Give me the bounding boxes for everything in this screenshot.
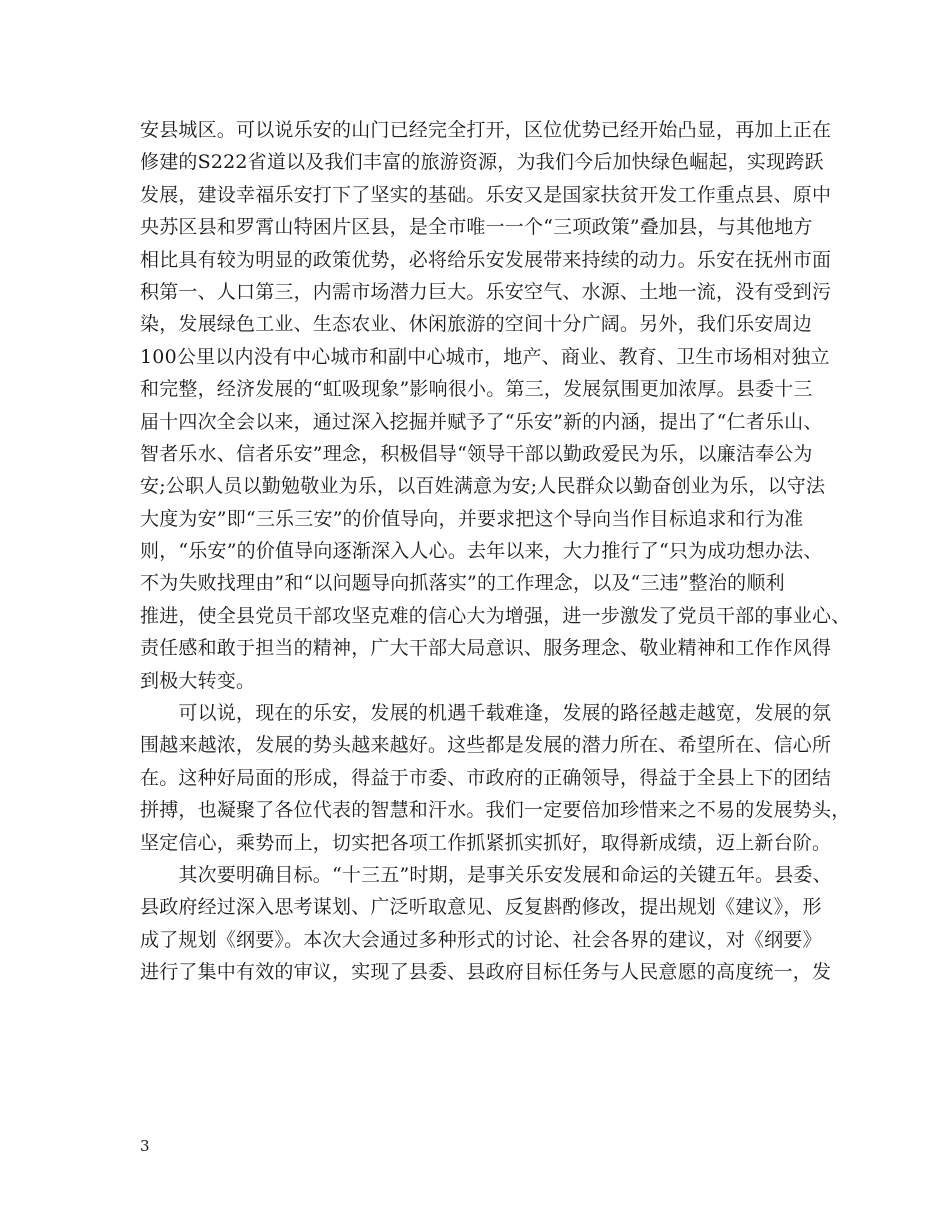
text-line: 大度为安”即“三乐三安”的价值导向，并要求把这个导向当作目标追求和行为准	[140, 507, 804, 530]
text-line: 安;公职人员以勤勉敬业为乐，以百姓满意为安;人民群众以勤奋创业为乐，以守法	[140, 475, 826, 498]
text-line: 则，“乐安”的价值导向逐渐深入人心。去年以来，大力推行了“只为成功想办法、	[140, 540, 823, 563]
text-line: 和完整，经济发展的“虹吸现象”影响很小。第三，发展氛围更加浓厚。县委十三	[140, 378, 813, 401]
text-line: 100公里以内没有中心城市和副中心城市，地产、商业、教育、卫生市场相对独立	[140, 345, 830, 368]
text-line: 安县城区。可以说乐安的山门已经完全打开，区位优势已经开始凸显，再加上正在	[140, 119, 832, 141]
text-line: 围越来越浓，发展的势头越来越好。这些都是发展的潜力所在、希望所在、信心所	[140, 734, 832, 757]
text-line: 染，发展绿色工业、生态农业、休闲旅游的空间十分广阔。另外，我们乐安周边	[140, 313, 813, 336]
text-line: 在。这种好局面的形成，得益于市委、市政府的正确领导，得益于全县上下的团结	[140, 766, 832, 789]
text-line: 修建的S222省道以及我们丰富的旅游资源，为我们今后加快绿色崛起，实现跨跃	[140, 151, 824, 174]
text-line: 智者乐水、信者乐安”理念，积极倡导“领导干部以勤政爱民为乐，以廉洁奉公为	[140, 442, 813, 465]
text-line: 积第一、人口第三，内需市场潜力巨大。乐安空气、水源、土地一流，没有受到污	[140, 280, 832, 303]
text-line: 县政府经过深入思考谋划、广泛听取意见、反复斟酌修改，提出规划《建议》，形	[140, 896, 822, 919]
text-line: 发展，建设幸福乐安打下了坚实的基础。乐安又是国家扶贫开发工作重点县、原中	[140, 183, 832, 206]
text-line: 坚定信心，乘势而上，切实把各项工作抓紧抓实抓好，取得新成绩，迈上新台阶。	[140, 831, 832, 854]
text-line: 成了规划《纲要》。本次大会通过多种形式的讨论、社会各界的建议，对《纲要》	[140, 928, 822, 951]
text-line: 相比具有较为明显的政策优势，必将给乐安发展带来持续的动力。乐安在抚州市面	[140, 248, 832, 271]
text-line: 届十四次全会以来，通过深入挖掘并赋予了“乐安”新的内涵，提出了“仁者乐山、	[140, 410, 823, 433]
text-line: 可以说，现在的乐安，发展的机遇千载难逢，发展的路径越走越宽，发展的氛	[140, 702, 832, 725]
text-line: 不为失败找理由”和“以问题导向抓落实”的工作理念，以及“三违”整治的顺利	[140, 572, 785, 595]
text-line: 责任感和敢于担当的精神，广大干部大局意识、服务理念、敬业精神和工作作风得	[140, 637, 832, 660]
text-line: 拼搏，也凝聚了各位代表的智慧和汗水。我们一定要倍加珍惜来之不易的发展势头，	[140, 799, 851, 822]
text-line: 其次要明确目标。“十三五”时期，是事关乐安发展和命运的关键五年。县委、	[140, 863, 832, 886]
text-line: 到极大转变。	[140, 669, 256, 692]
text-line: 进行了集中有效的审议，实现了县委、县政府目标任务与人民意愿的高度统一，发	[140, 961, 832, 984]
text-line: 推进，使全县党员干部攻坚克难的信心大为增强，进一步激发了党员干部的事业心、	[140, 604, 851, 627]
page-number: 3	[140, 1137, 150, 1155]
body-text	[140, 114, 851, 989]
text-line: 央苏区县和罗霄山特困片区县，是全市唯一一个“三项政策”叠加县，与其他地方	[140, 216, 813, 239]
